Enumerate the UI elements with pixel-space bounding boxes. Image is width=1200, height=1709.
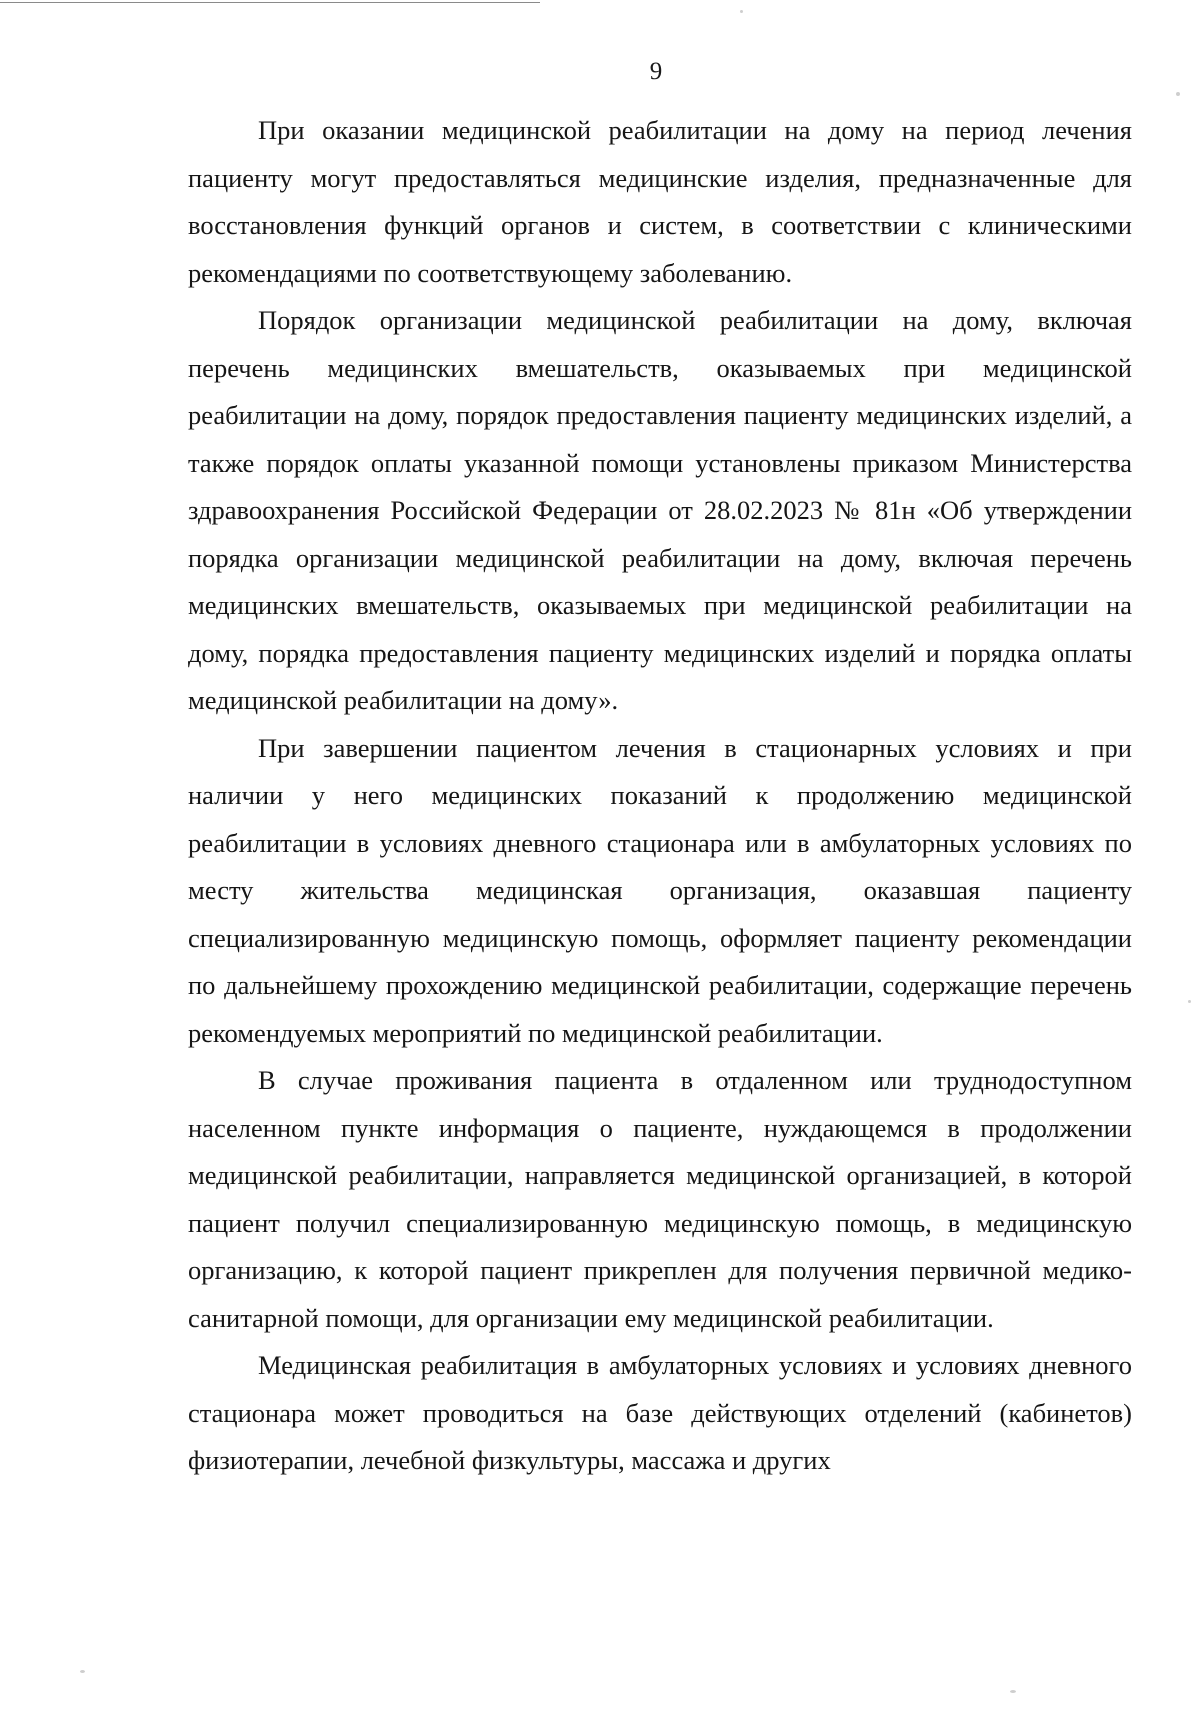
paragraph: Медицинская реабилитация в амбулаторных условиях и условиях дневного стационара может проводиться на базе действующих отделений (кабинетов) физиотерапии, лечебной физкультуры, массажа и других [188, 1350, 1132, 1475]
paragraph: Порядок организации медицинской реабилитации на дому, включая перечень медицинских вмешательств, оказываемых при медицинской реабилитации на дому, порядок предоставления пациенту медицинских изделий, а также порядок оплаты указанной помощи установлены приказом Министерства здравоохранения Российской Федерации от 28.02.2023 № 81н «Об утверждении порядка организации медицинской реабилитации на дому, включая перечень медицинских вмешательств, оказываемых при медицинской реабилитации на дому, порядка предоставления пациенту медицинских изделий и порядка оплаты медицинской реабилитации на дому». [188, 305, 1132, 715]
paragraph: При оказании медицинской реабилитации на дому на период лечения пациенту могут предоставляться медицинские изделия, предназначенные для восстановления функций органов и систем, в соответствии с клиническими рекомендациями по соответствующему заболеванию. [188, 115, 1132, 288]
scan-speck [740, 10, 743, 13]
scan-speck [80, 1670, 85, 1673]
page-number: 9 [649, 58, 663, 85]
scan-speck [1010, 1690, 1016, 1693]
scan-speck [1188, 1000, 1191, 1003]
paragraph: В случае проживания пациента в отдаленном или труднодоступном населенном пункте информация о пациенте, нуждающемся в продолжении медицинской реабилитации, направляется медицинской организацией, в которой пациент получил специализированную медицинскую помощь, в медицинскую организацию, к которой пациент прикреплен для получения первичной медико-санитарной помощи, для организации ему медицинской реабилитации. [188, 1065, 1132, 1333]
scan-edge-line [0, 2, 540, 3]
scan-speck [1176, 92, 1180, 96]
body-text [188, 107, 1132, 1485]
paragraph: При завершении пациентом лечения в стационарных условиях и при наличии у него медицинских показаний к продолжению медицинской реабилитации в условиях дневного стационара или в амбулаторных условиях по месту жительства медицинская организация, оказавшая пациенту специализированную медицинскую помощь, оформляет пациенту рекомендации по дальнейшему прохождению медицинской реабилитации, содержащие перечень рекомендуемых мероприятий по медицинской реабилитации. [188, 732, 1132, 1048]
